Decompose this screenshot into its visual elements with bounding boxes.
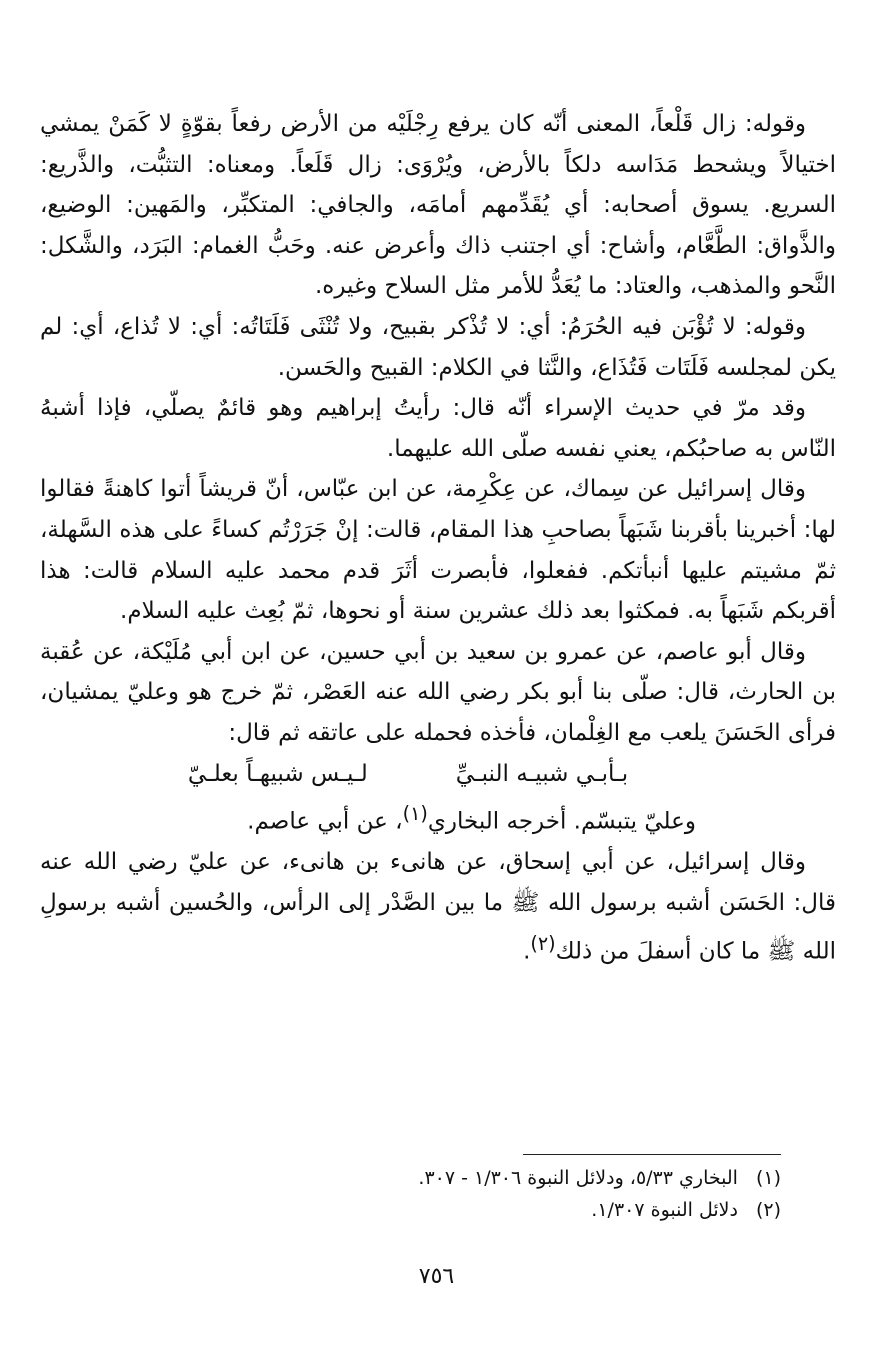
paragraph-5: وقال أبو عاصم، عن عمرو بن سعيد بن أبي حسين، عن ابن أبي مُلَيْكة، عن عُقبة بن الحارث، قال: صلّى بنا أبو بكر رضي الله عنه العَصْر، ثمّ خرج هو وعليّ يمشيان، فرأى الحَسَنَ يلعب مع الغِلْمان، فأخذه فحمله على عاتقه ثم قال: [40,638,836,746]
footnote-separator [523,1154,781,1155]
verse-second-hemistich: لـيـس شبيهـاً بعلـيّ [187,760,368,787]
main-text [40,104,836,972]
page-number: ٧٥٦ [418,1264,455,1289]
poetry-verse [40,754,836,795]
footnote-2-text: دلائل النبوة ١/٣٠٧. [591,1199,738,1221]
verse-first-hemistich: بـأبـي شبيـه النبـيِّ [455,760,629,787]
footnote-ref-2[interactable]: (٢) [530,931,556,955]
footnote-2-number: (٢) [755,1199,781,1221]
paragraph-6-text: وقال إسرائيل، عن أبي إسحاق، عن هانىء بن هانىء، عن عليّ رضي الله عنه قال: الحَسَن أشبه برسول الله ﷺ ما بين الصَّدْر إلى الرأس، والحُسين أشبه برسولِ الله ﷺ ما كان أسفلَ من ذلك [40,849,836,965]
footnote-2 [81,1194,781,1226]
paragraph-4: وقال إسرائيل عن سِماك، عن عِكْرِمة، عن ابن عبّاس، أنّ قريشاً أتوا كاهنةً فقالوا لها: أخبرينا بأقربنا شَبَهاً بصاحبِ هذا المقام، قالت: إنْ جَرَرْتُم كساءً على هذه السَّهلة، ثمّ مشيتم عليها أنبأتكم. ففعلوا، فأبصرت أثَرَ قدم محمد عليه السلام قالت: هذا أقربكم شَبَهاً به. فمكثوا بعد ذلك عشرين سنة أو نحوها، ثمّ بُعِث عليه السلام. [40,476,836,625]
footnote-ref-1[interactable]: (١) [402,802,428,826]
footnote-1-text: البخاري ٥/٣٣، ودلائل النبوة ١/٣٠٦ - ٣٠٧. [418,1167,738,1189]
paragraph-6-end: . [523,938,531,965]
footnotes [81,1162,781,1226]
paragraph-2: وقوله: لا تُؤْبَن فيه الحُرَمُ: أي: لا تُذْكر بقبيح، ولا تُنْثَى فَلَتَاتُه: أي: لا تُذاع، أي: لم يكن لمجلسه فَلَتَات فَتُذَاع، والنَّثا في الكلام: القبيح والحَسن. [40,313,836,381]
paragraph-1: وقوله: زال قَلْعاً، المعنى أنّه كان يرفع رِجْلَيْه من الأرض رفعاً بقوّةٍ لا كَمَنْ يمشي اختيالاً ويشحط مَدَاسه دلكاً بالأرض، ويُرْوَى: زال قَلَعاً. ومعناه: التثبُّت، والذَّريع: السريع. يسوق أصحابه: أي يُقَدِّمهم أمامَه، والجافي: المتكبِّر، والمَهين: الوضيع، والذَّواق: الطَّعَّام، وأشاح: أي اجتنب ذاك وأعرض عنه. وحَبُّ الغمام: البَرَد، والشَّكل: النَّحو والمذهب، والعتاد: ما يُعَدُّ للأمر مثل السلاح وغيره. [40,111,836,300]
after-verse-rest: ، عن أبي عاصم. [247,808,403,835]
after-verse-text: وعليّ يتبسّم. أخرجه البخاري [427,808,696,835]
after-verse-line [40,794,836,842]
paragraph-6 [40,842,836,971]
paragraph-3: وقد مرّ في حديث الإسراء أنّه قال: رأيتُ إبراهيم وهو قائمٌ يصلّي، فإذا أشبهُ النّاس به صاحبُكم، يعني نفسه صلّى الله عليهما. [40,395,836,462]
footnote-1-number: (١) [755,1167,781,1189]
footnote-1 [81,1162,781,1194]
